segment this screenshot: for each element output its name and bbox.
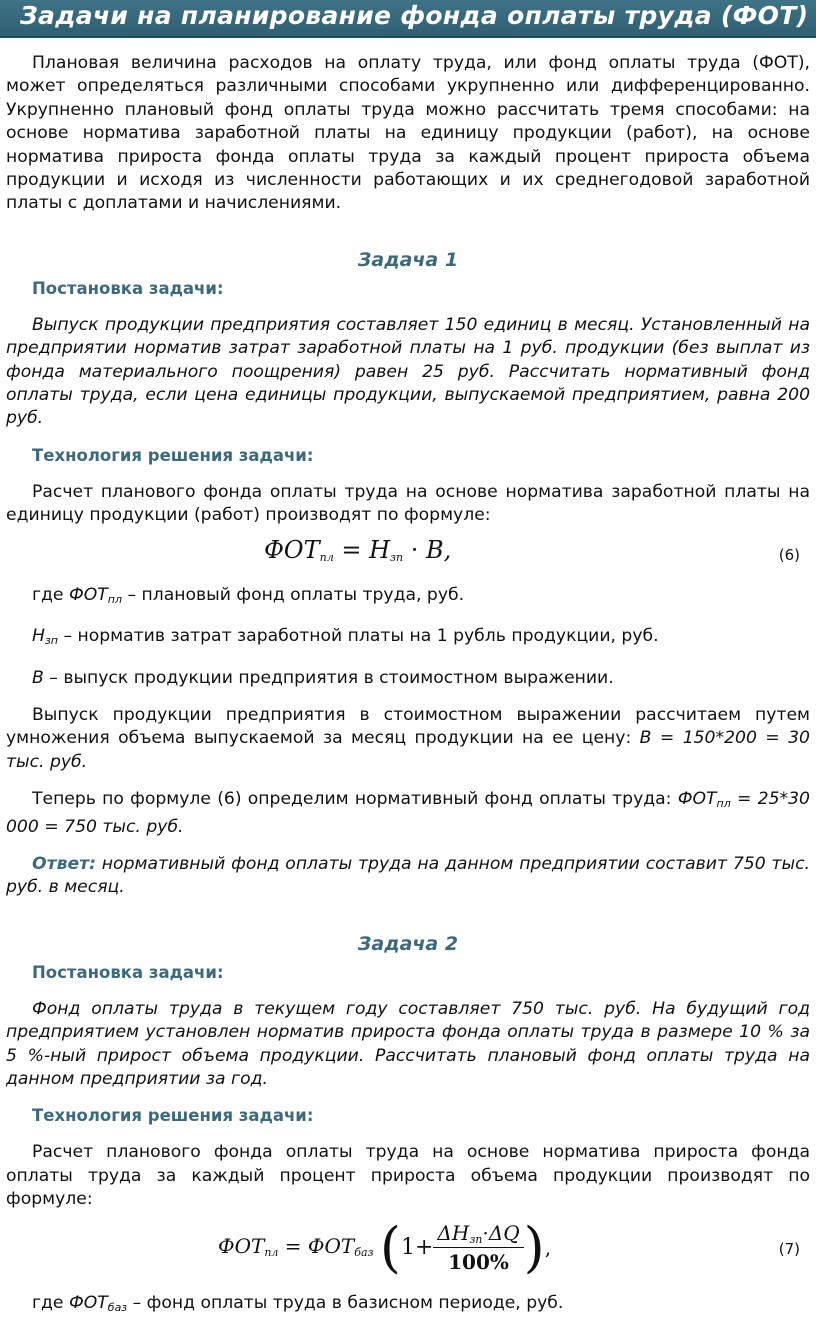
task1-definition-1: где $ФОТ_{пл}$ – плановый фонд оплаты труда, руб. xyxy=(32,584,465,606)
task1-statement-heading: Постановка задачи: xyxy=(32,278,224,298)
task2-definition-1: где $ФОТ_{баз}$ – фонд оплаты труда в базисном периоде, руб. xyxy=(32,1292,564,1314)
formula6-lhs: ФОТ xyxy=(264,535,320,564)
document-body xyxy=(6,52,810,1319)
intro-paragraph: Плановая величина расходов на оплату труда, или фонд оплаты труда (ФОТ), может определяться различными способами укрупненно или дифференцированно. Укрупненно плановый фонд оплаты труда можно рассчитать тремя способами: на основе норматива заработной платы на единицу продукции (работ), на основе норматива прироста фонда оплаты труда за каждый процент прироста объема продукции и исходя из численности работающих и их среднегодовой заработной платы с доплатами и начислениями. xyxy=(6,53,810,214)
task1-paragraph-1: Расчет планового фонда оплаты труда на основе норматива заработной платы на единицу продукции (работ) производят по формуле: xyxy=(6,481,810,526)
task1-paragraph-3: Теперь по формуле (6) определим нормативный фонд оплаты труда: $ФОТ_{пл} = 25*30$ 000 = 750 тыс. руб. xyxy=(6,789,810,837)
formula-7: $ФОТ_{пл} = ФОТ_{баз}$ (1+ $\frac{\Delta Н_{зп}\cdot\Delta Q}{100\%}$ ), (7) xyxy=(218,1215,800,1279)
task2-paragraph-1: Расчет планового фонда оплаты труда на основе норматива прироста фонда оплаты труда за каждый процент прироста объема продукции производят по формуле: xyxy=(6,1142,810,1210)
formula7-number: (7) xyxy=(778,1239,800,1258)
task1-paragraph-2: Выпуск продукции предприятия в стоимостном выражении рассчитаем путем умножения объема выпускаемой за месяц продукции на ее цену: В = 150*200 = 30 тыс. руб. xyxy=(6,704,810,772)
task2-solution-heading: Технология решения задачи: xyxy=(32,1106,314,1126)
task1-statement: Выпуск продукции предприятия составляет 150 единиц в месяц. Установленный на предприятии норматив затрат заработной платы на 1 руб. продукции (без выплат из фонда материального поощрения) равен 25 руб. Рассчитать нормативный фонд оплаты труда, если цена единицы продукции, выпускаемой предприятием, равна 200 руб. xyxy=(6,314,810,429)
formula7-fraction: $\frac{\Delta Н_{зп}\cdot\Delta Q}{100\%}$ xyxy=(433,1221,523,1274)
page-title: Задачи на планирование фонда оплаты труда (ФОТ) xyxy=(20,1,809,30)
task1-definition-2: $Н_{зп}$ – норматив затрат заработной платы на 1 рубль продукции, руб. xyxy=(32,626,659,648)
answer-label: Ответ: xyxy=(32,853,96,874)
task1-title: Задача 1 xyxy=(357,248,459,271)
formula-6: $ФОТ_{пл} = Н_{зп} \cdot В$, (6) xyxy=(264,535,800,564)
page-header xyxy=(0,0,816,38)
task1-definition-3: В – выпуск продукции предприятия в стоимостном выражении. xyxy=(32,667,614,688)
formula6-number: (6) xyxy=(778,545,800,564)
task1-answer: Ответ: нормативный фонд оплаты труда на данном предприятии составит 750 тыс. руб. в месяц. xyxy=(6,853,810,898)
task2-statement-heading: Постановка задачи: xyxy=(32,962,224,982)
task2-title: Задача 2 xyxy=(357,932,459,955)
task2-statement: Фонд оплаты труда в текущем году составляет 750 тыс. руб. На будущий год предприятием установлен норматив прироста фонда оплаты труда в размере 10 % за 5 %-ный прирост объема продукции. Рассчитать плановый фонд оплаты труда на данном предприятии за год. xyxy=(6,998,810,1089)
task1-solution-heading: Технология решения задачи: xyxy=(32,445,314,465)
